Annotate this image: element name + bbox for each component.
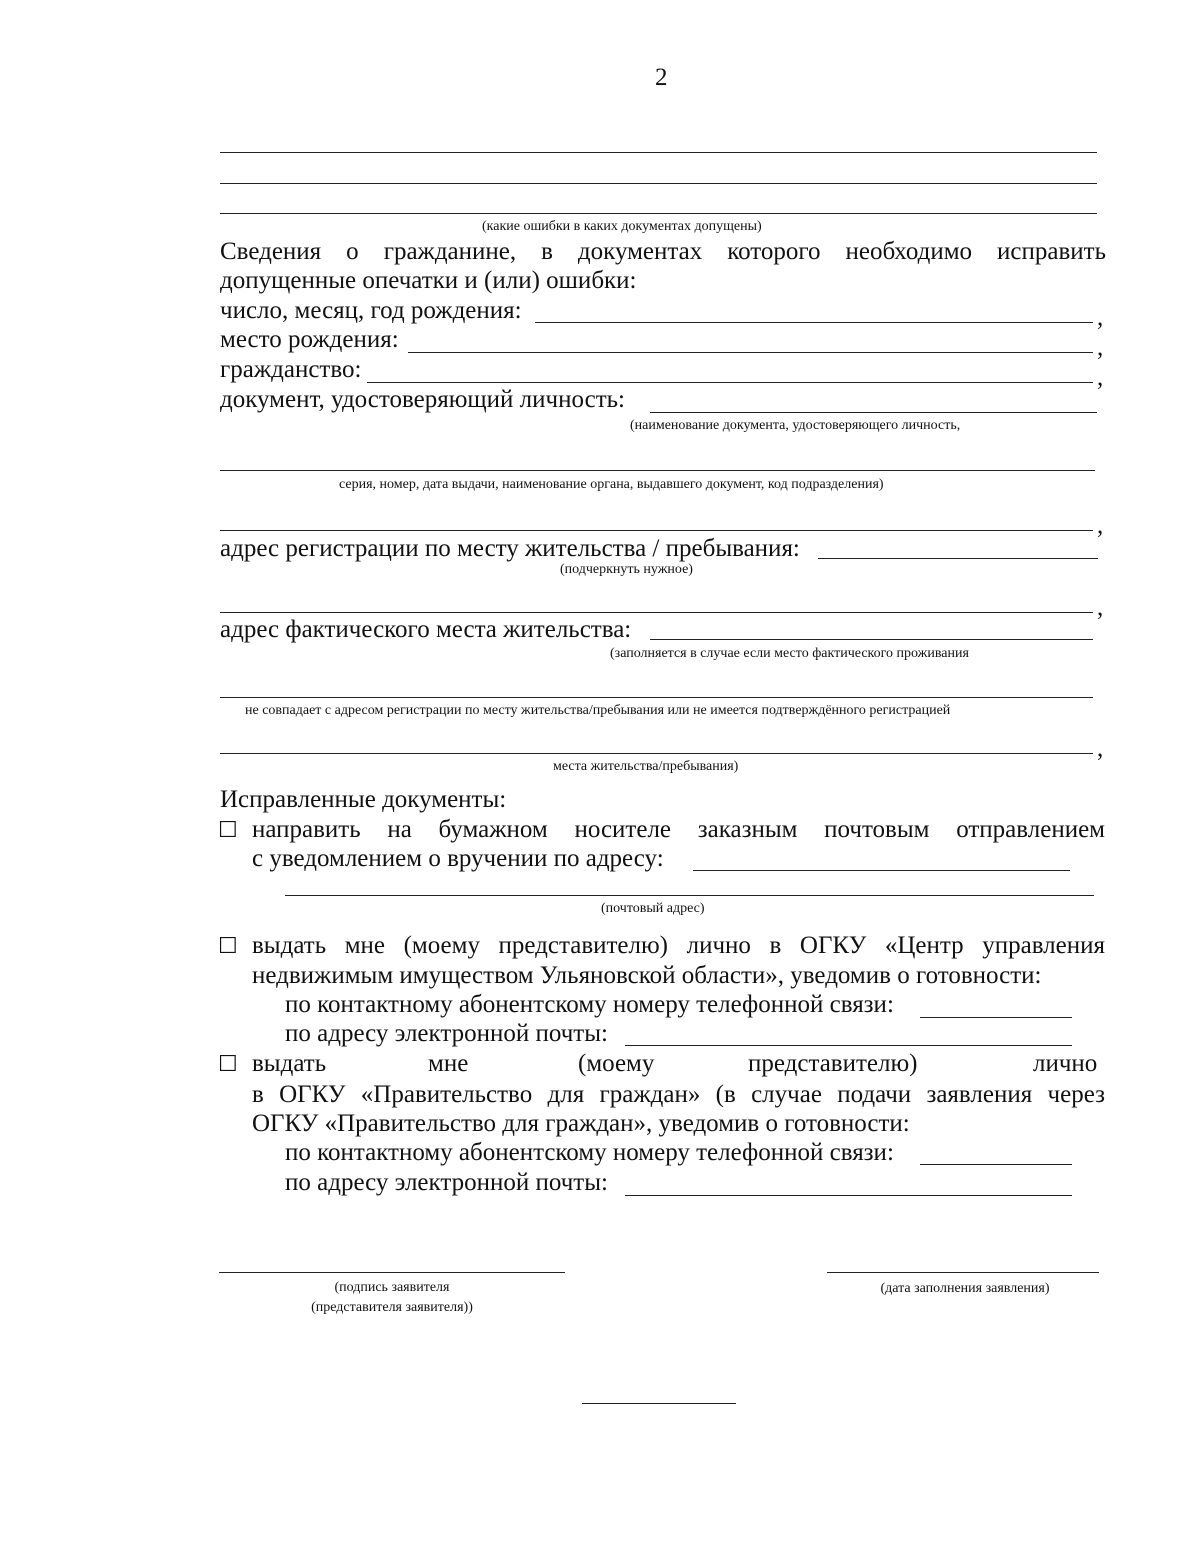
- option3-word-5: лично: [1033, 1050, 1098, 1077]
- reg-address-caption: (подчеркнуть нужное): [560, 562, 693, 577]
- actual-address-line2[interactable]: [220, 697, 1093, 698]
- option2-checkbox[interactable]: ☐: [218, 933, 238, 958]
- id-document-extra-field[interactable]: [220, 530, 1093, 531]
- errors-line-2[interactable]: [220, 183, 1097, 184]
- option2-line2: недвижимым имуществом Ульяновской области», уведомив о готовности:: [252, 962, 1042, 989]
- citizen-intro-line1: Сведения о гражданине, в документах которого необходимо исправить: [220, 238, 1106, 265]
- actual-address-label: адрес фактического места жительства:: [220, 616, 632, 643]
- birth-place-field[interactable]: [408, 352, 1093, 353]
- id-document-comma: ,: [1097, 512, 1104, 539]
- option3-phone-field[interactable]: [920, 1164, 1072, 1165]
- option3-word-2: мне: [428, 1050, 469, 1077]
- birth-date-label: число, месяц, год рождения:: [220, 297, 522, 324]
- birth-date-comma: ,: [1097, 304, 1104, 331]
- errors-line-1[interactable]: [220, 152, 1097, 153]
- reg-address-label: адрес регистрации по месту жительства / пребывания:: [220, 535, 800, 562]
- citizenship-label: гражданство:: [220, 356, 362, 383]
- option2-phone-field[interactable]: [920, 1017, 1072, 1018]
- option1-address-line2[interactable]: [285, 895, 1094, 896]
- id-document-field[interactable]: [650, 412, 1097, 413]
- id-document-caption1: (наименование документа, удостоверяющего личность,: [630, 418, 961, 433]
- option3-checkbox[interactable]: ☐: [218, 1051, 238, 1076]
- option3-email-label: по адресу электронной почты:: [285, 1169, 608, 1196]
- actual-address-comma: ,: [1097, 735, 1104, 762]
- actual-address-caption1: (заполняется в случае если место фактического проживания: [610, 646, 969, 661]
- date-caption: (дата заполнения заявления): [880, 1281, 1050, 1296]
- option1-address-field[interactable]: [693, 870, 1070, 871]
- option3-line2: в ОГКУ «Правительство для граждан» (в случае подачи заявления через: [252, 1081, 1105, 1108]
- reg-address-line2[interactable]: [220, 612, 1093, 613]
- errors-line-3[interactable]: [220, 213, 1097, 214]
- option2-email-label: по адресу электронной почты:: [285, 1020, 608, 1047]
- citizenship-field[interactable]: [367, 382, 1093, 383]
- option3-word-3: (моему: [578, 1050, 655, 1077]
- reg-address-comma: ,: [1097, 594, 1104, 621]
- option3-email-field[interactable]: [625, 1195, 1072, 1196]
- option1-line2: с уведомлением о вручении по адресу:: [252, 845, 664, 872]
- errors-caption: (какие ошибки в каких документах допущены): [482, 219, 762, 234]
- id-document-caption2: серия, номер, дата выдачи, наименование органа, выдавшего документ, код подразделения): [339, 477, 884, 492]
- actual-address-line3[interactable]: [220, 753, 1093, 754]
- date-field[interactable]: [827, 1272, 1099, 1273]
- actual-address-caption3: места жительства/пребывания): [553, 759, 739, 774]
- signature-field[interactable]: [219, 1272, 565, 1273]
- citizen-intro-line2: допущенные опечатки и (или) ошибки:: [220, 267, 637, 294]
- end-divider: [582, 1403, 736, 1404]
- option3-line3: ОГКУ «Правительство для граждан», уведомив о готовности:: [252, 1110, 910, 1137]
- actual-address-caption2: не совпадает с адресом регистрации по месту жительства/пребывания или не имеется подтверждённого регистрацией: [245, 703, 951, 718]
- option3-word-4: представителю): [748, 1050, 918, 1077]
- corrected-docs-heading: Исправленные документы:: [220, 786, 507, 813]
- signature-caption1: (подпись заявителя: [334, 1280, 450, 1295]
- id-document-details-field[interactable]: [220, 470, 1095, 471]
- signature-caption2: (представителя заявителя)): [311, 1300, 473, 1315]
- option1-checkbox[interactable]: ☐: [218, 817, 238, 842]
- id-document-label: документ, удостоверяющий личность:: [220, 386, 625, 413]
- option2-phone-label: по контактному абонентскому номеру телефонной связи:: [285, 991, 894, 1018]
- actual-address-field[interactable]: [650, 639, 1093, 640]
- birth-date-field[interactable]: [535, 322, 1093, 323]
- option1-line1: направить на бумажном носителе заказным почтовым отправлением: [252, 816, 1105, 843]
- page-number: 2: [655, 64, 668, 91]
- option2-email-field[interactable]: [625, 1045, 1072, 1046]
- option2-line1: выдать мне (моему представителю) лично в ОГКУ «Центр управления: [252, 932, 1105, 959]
- reg-address-field[interactable]: [818, 558, 1098, 559]
- option3-phone-label: по контактному абонентскому номеру телефонной связи:: [285, 1139, 894, 1166]
- citizenship-comma: ,: [1097, 364, 1104, 391]
- postal-address-caption: (почтовый адрес): [601, 901, 705, 916]
- birth-place-comma: ,: [1097, 334, 1104, 361]
- birth-place-label: место рождения:: [220, 326, 399, 353]
- option3-word-1: выдать: [252, 1050, 327, 1077]
